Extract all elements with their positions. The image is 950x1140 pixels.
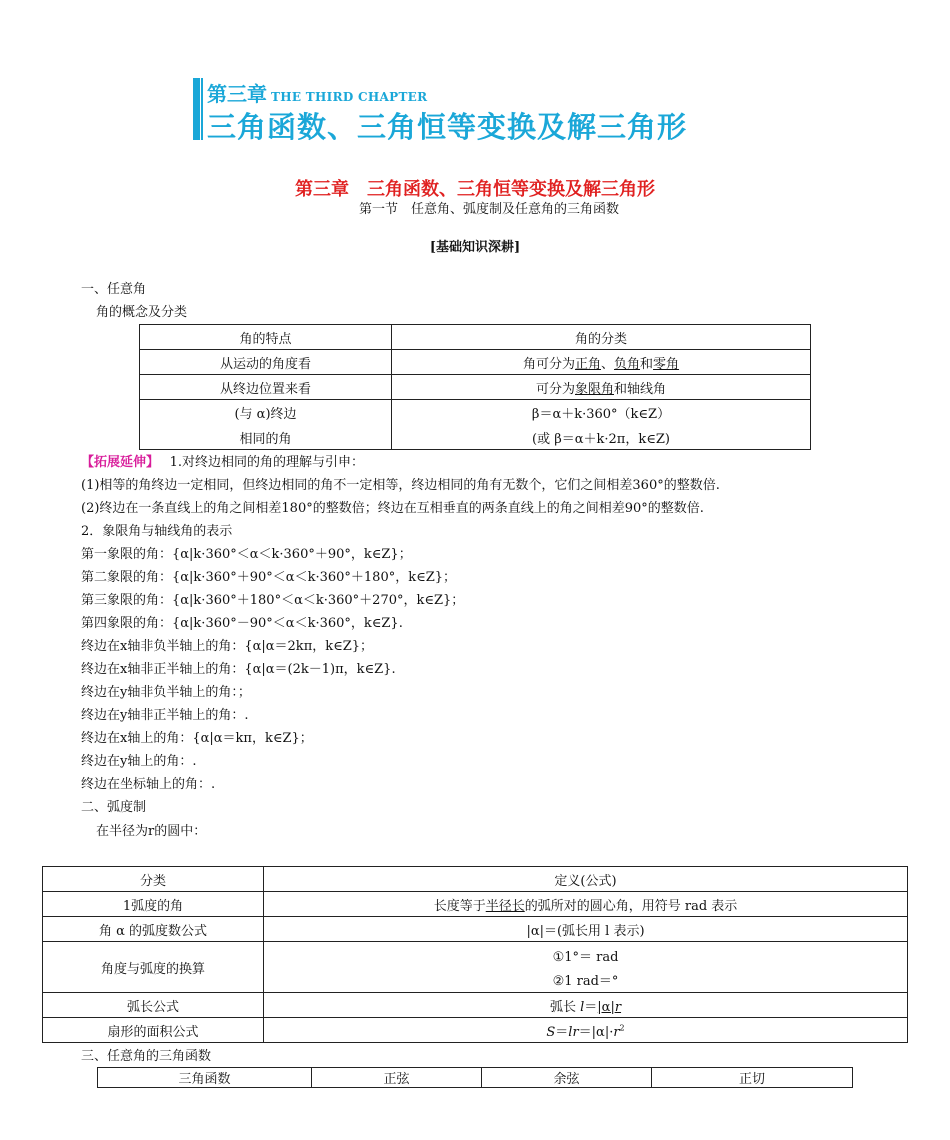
extension-point-2: (2)终边在一条直线上的角之间相差180°的整数倍；终边在互相垂直的两条直线上的角之间相差90°的整数倍. <box>81 501 704 516</box>
quadrant-2-angles: 第二象限的角：{α|k·360°＋90°＜α＜k·360°＋180°，k∈Z}； <box>81 570 457 585</box>
cell-line: (或 β＝α＋k·2π，k∈Z) <box>532 431 670 447</box>
axis-angle-line: 终边在y轴非负半轴上的角：； <box>81 685 251 700</box>
axis-angle-line: 终边在x轴上的角：{α|α＝kπ，k∈Z}； <box>81 731 313 746</box>
cell-line: ①1°＝ rad <box>552 949 619 965</box>
table-cell: 弧长公式 <box>43 993 264 1018</box>
table-header: 三角函数 <box>98 1068 312 1088</box>
angle-classification-table <box>139 324 811 450</box>
table-cell: 长度等于半径长的弧所对的圆心角，用符号 rad 表示 <box>264 892 908 917</box>
quadrant-3-angles: 第三象限的角：{α|k·360°＋180°＜α＜k·360°＋270°，k∈Z}； <box>81 593 465 608</box>
s1-subheading: 角的概念及分类 <box>96 305 188 320</box>
cell-line: β＝α＋k·360°（k∈Z） <box>531 406 671 422</box>
quadrant-1-angles: 第一象限的角：{α|k·360°＜α＜k·360°＋90°，k∈Z}； <box>81 547 412 562</box>
banner-chapter <box>207 78 427 107</box>
axis-angle-line: 终边在y轴上的角：. <box>81 754 197 769</box>
section-tag: [基础知识深耕] <box>429 240 521 255</box>
table-cell: 角可分为正角、负角和零角 <box>392 350 811 375</box>
cell-line: (与 α)终边 <box>234 406 297 422</box>
s2-heading: 二、弧度制 <box>81 800 147 815</box>
table-cell: 角度与弧度的换算 <box>43 942 264 993</box>
table-cell <box>392 400 811 450</box>
table-header: 余弦 <box>482 1068 652 1088</box>
chapter-title: 第三章 三角函数、三角恒等变换及解三角形 <box>295 179 655 200</box>
s2-subheading: 在半径为r的圆中： <box>96 824 207 839</box>
banner-subtitle: 三角函数、三角恒等变换及解三角形 <box>207 110 688 144</box>
axis-angle-line: 终边在x轴非负半轴上的角：{α|α＝2kπ，k∈Z}； <box>81 639 374 654</box>
table-header: 分类 <box>43 867 264 892</box>
item-2-heading: 2．象限角与轴线角的表示 <box>81 524 233 539</box>
section-title: 第一节 任意角、弧度制及任意角的三角函数 <box>358 202 619 217</box>
banner-chapter-en: THE THIRD CHAPTER <box>271 90 428 104</box>
s3-heading: 三、任意角的三角函数 <box>81 1049 212 1064</box>
table-cell: $S=lr=|\alpha|\cdot r^2$ <box>264 1018 908 1043</box>
table-cell: 角 α 的弧度数公式 <box>43 917 264 942</box>
table-cell: 可分为象限角和轴线角 <box>392 375 811 400</box>
table-cell: 从终边位置来看 <box>140 375 392 400</box>
extension-line <box>81 451 364 470</box>
axis-angle-line: 终边在y轴非正半轴上的角：. <box>81 708 249 723</box>
banner-accent-bar <box>193 78 200 140</box>
table-header: 正弦 <box>312 1068 482 1088</box>
cell-line: 相同的角 <box>239 431 292 447</box>
extension-label: 【拓展延伸】 <box>81 455 153 470</box>
table-header: 定义(公式) <box>264 867 908 892</box>
extension-item: 1.对终边相同的角的理解与引申： <box>169 455 365 470</box>
radian-table <box>42 866 908 1043</box>
table-cell <box>140 400 392 450</box>
s1-heading: 一、任意角 <box>81 282 147 297</box>
banner-chapter-cn: 第三章 <box>207 82 267 106</box>
table-header: 角的分类 <box>392 325 811 350</box>
table-header: 正切 <box>652 1068 853 1088</box>
cell-line: ②1 rad＝° <box>552 973 619 989</box>
table-cell: |α|＝(弧长用 l 表示) <box>264 917 908 942</box>
table-header: 角的特点 <box>140 325 392 350</box>
table-cell <box>264 942 908 993</box>
axis-angle-line: 终边在x轴非正半轴上的角：{α|α＝(2k－1)π，k∈Z}. <box>81 662 396 677</box>
table-cell: 1弧度的角 <box>43 892 264 917</box>
extension-point-1: (1)相等的角终边一定相同，但终边相同的角不一定相等，终边相同的角有无数个，它们之间相差360°的整数倍. <box>81 478 720 493</box>
axis-angle-line: 终边在坐标轴上的角：. <box>81 777 216 792</box>
trig-function-table <box>97 1067 853 1088</box>
table-cell: 弧长 l＝|α|r <box>264 993 908 1018</box>
banner-accent-line <box>201 78 203 140</box>
table-cell: 从运动的角度看 <box>140 350 392 375</box>
quadrant-4-angles: 第四象限的角：{α|k·360°－90°＜α＜k·360°，k∈Z}. <box>81 616 403 631</box>
table-cell: 扇形的面积公式 <box>43 1018 264 1043</box>
